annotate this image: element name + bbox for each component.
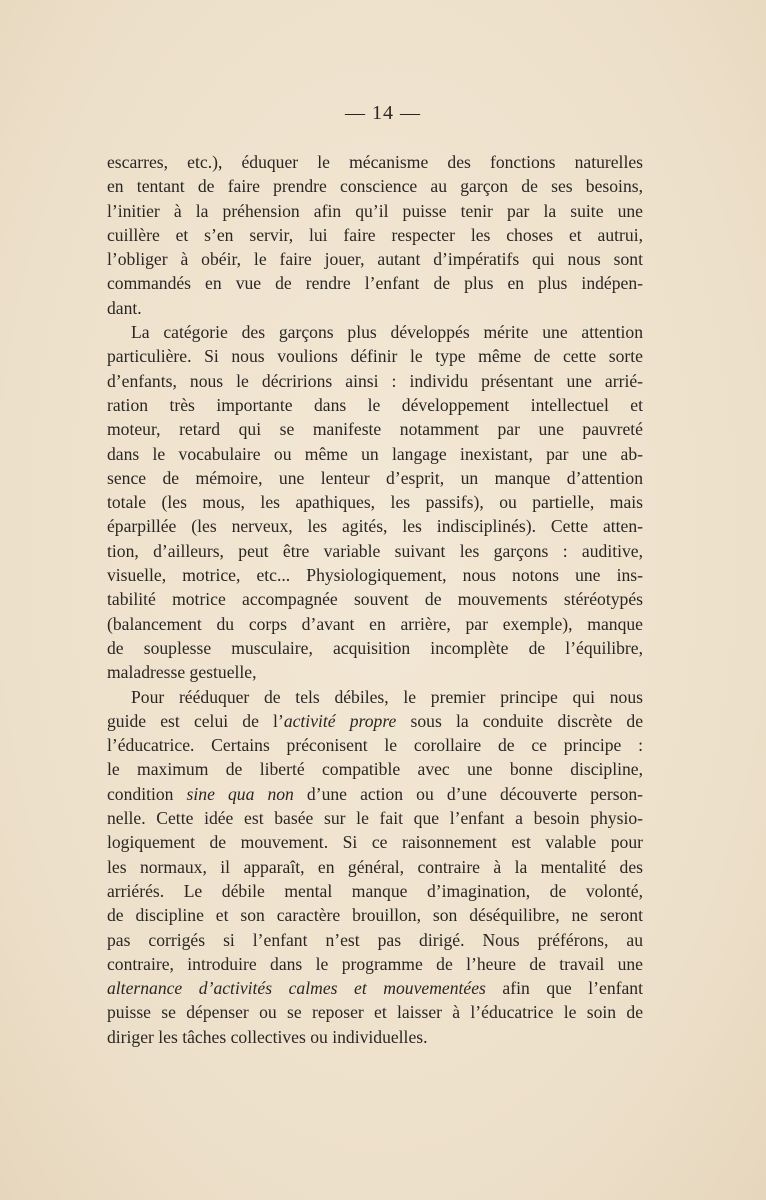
text-segment: condition [107,783,187,804]
paragraph-1 [107,150,643,320]
text-line [107,976,643,1000]
text-line [107,709,643,733]
text-segment: guide est celui de l’ [107,710,284,731]
text-line: particulière. Si nous voulions définir le type même de cette sorte [107,346,643,367]
text-line: maladresse gestuelle, [107,662,257,683]
text-line: dant. [107,297,142,318]
text-line: ration très importante dans le développement intellectuel et [107,394,643,415]
text-line: de discipline et son caractère brouillon, son déséquilibre, ne seront [107,905,643,926]
text-segment: afin que l’enfant [485,978,643,999]
text-line: contraire, introduire dans le programme de l’heure de travail une [107,953,643,974]
text-line: visuelle, motrice, etc... Physiologiquement, nous notons une ins- [107,565,643,586]
text-line: les normaux, il apparaît, en général, contraire à la mentalité des [107,856,643,877]
text-line: (balancement du corps d’avant en arrière, par exemple), manque [107,613,643,634]
text-line: escarres, etc.), éduquer le mécanisme des fonctions naturelles [107,152,643,172]
text-line: sence de mémoire, une lenteur d’esprit, un manque d’attention [107,467,643,488]
text-segment: d’une action ou d’une découverte person- [293,783,643,804]
text-segment: sous la conduite discrète de [396,710,644,731]
text-line: pas corrigés si l’enfant n’est pas dirigé. Nous préférons, au [107,929,643,950]
text-line: commandés en vue de rendre l’enfant de plus en plus indépen- [107,273,643,294]
text-line: en tentant de faire prendre conscience au garçon de ses besoins, [107,176,643,197]
text-line: le maximum de liberté compatible avec une bonne discipline, [107,759,643,780]
text-line: moteur, retard qui se manifeste notamment par une pauvreté [107,419,643,440]
text-line: puisse se dépenser ou se reposer et laisser à l’éducatrice le soin de [107,1002,643,1023]
text-line: totale (les mous, les apathiques, les passifs), ou partielle, mais [107,492,643,513]
text-line: logiquement de mouvement. Si ce raisonnement est valable pour [107,832,643,853]
emphasis-text: sine qua non [186,783,294,804]
paragraph-2 [107,320,643,684]
text-line [107,782,643,806]
text-line: l’initier à la préhension afin qu’il puisse tenir par la suite une [107,200,643,221]
text-line: cuillère et s’en servir, lui faire respecter les choses et autrui, [107,224,643,245]
body-text [107,150,643,1049]
text-line: éparpillée (les nerveux, les agités, les indisciplinés). Cette atten- [107,516,643,537]
page-number: — 14 — [345,102,421,124]
text-line: l’éducatrice. Certains préconisent le corollaire de ce principe : [107,735,643,756]
paragraph-3 [107,685,643,1049]
emphasis-text: activité propre [283,710,397,731]
text-line: diriger les tâches collectives ou individuelles. [107,1026,428,1047]
text-line: dans le vocabulaire ou même un langage inexistant, par une ab- [107,443,643,464]
emphasis-text: alternance d’activités calmes et mouvementées [107,978,486,999]
text-line: tion, d’ailleurs, peut être variable suivant les garçons : auditive, [107,540,643,561]
text-line: tabilité motrice accompagnée souvent de mouvements stéréotypés [107,589,643,610]
text-line: d’enfants, nous le décririons ainsi : individu présentant une arrié- [107,370,643,391]
text-line: arriérés. Le débile mental manque d’imagination, de volonté, [107,880,643,901]
text-line: de souplesse musculaire, acquisition incomplète de l’équilibre, [107,637,643,658]
text-line: nelle. Cette idée est basée sur le fait que l’enfant a besoin physio- [107,808,643,829]
text-line: Pour rééduquer de tels débiles, le premier principe qui nous [131,686,643,707]
text-line: La catégorie des garçons plus développés mérite une attention [131,322,643,343]
text-line: l’obliger à obéir, le faire jouer, autant d’impératifs qui nous sont [107,249,643,270]
